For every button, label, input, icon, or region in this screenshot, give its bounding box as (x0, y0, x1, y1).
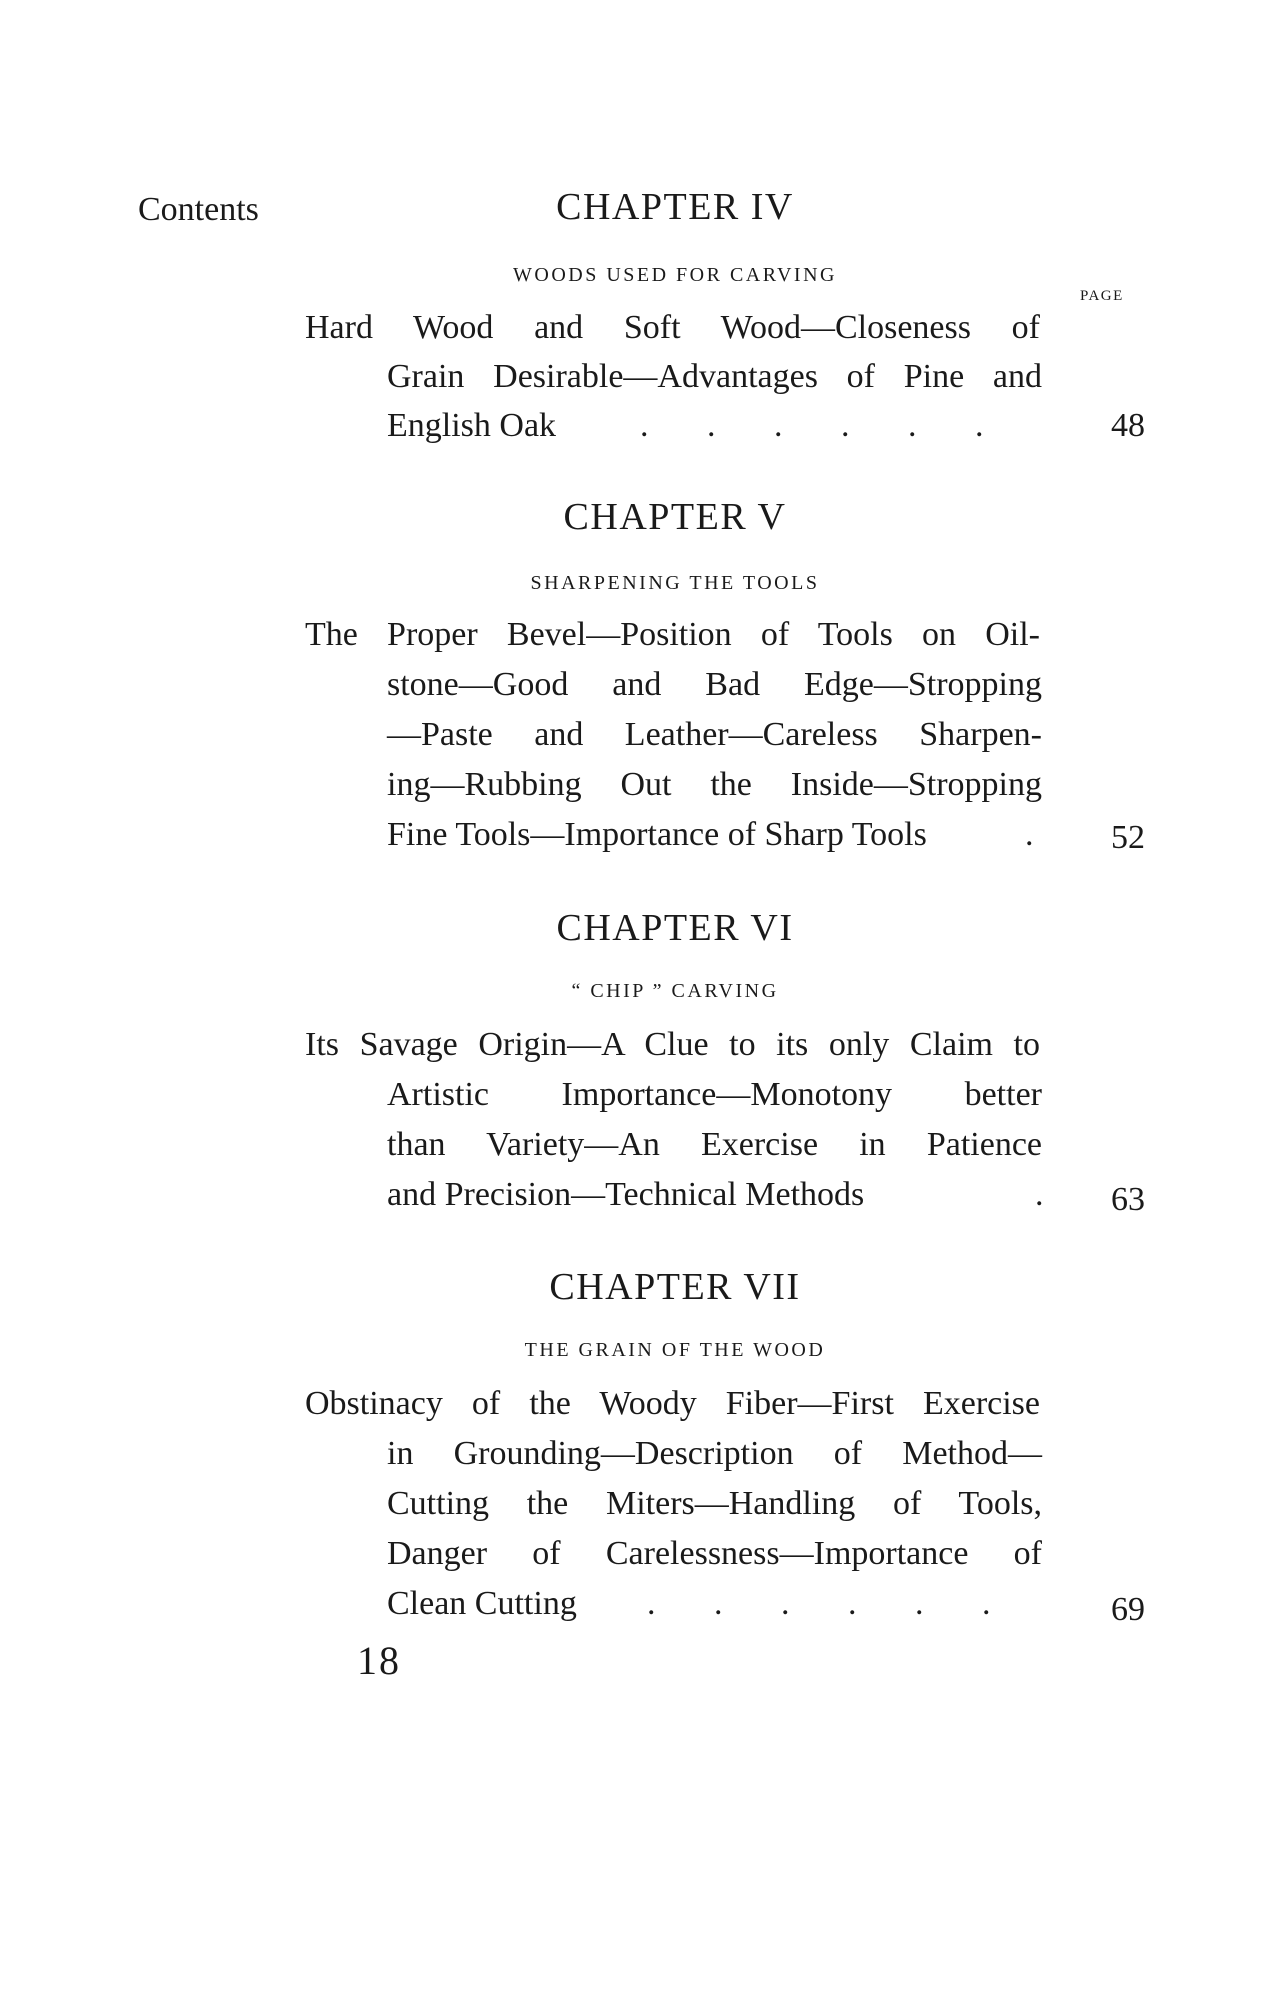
entry-line: Obstinacy of the Woody Fiber—First Exercise (305, 1385, 1040, 1422)
entry-line: than Variety—An Exercise in Patience (387, 1126, 1042, 1163)
entry-line: Clean Cutting (387, 1585, 577, 1622)
chapter-title: CHAPTER V (563, 496, 787, 538)
chapter-title: CHAPTER VI (556, 907, 794, 949)
running-head: Contents (138, 191, 259, 228)
entry-line: English Oak (387, 407, 557, 444)
dot-leader: . . . . . . (640, 407, 984, 444)
page-column-label: PAGE (1080, 288, 1124, 304)
page-number: 63 (1111, 1181, 1145, 1218)
chapter-subtitle: SHARPENING THE TOOLS (530, 572, 820, 594)
page-number: 48 (1111, 407, 1145, 444)
page-number: 52 (1111, 819, 1145, 856)
page-number: 69 (1111, 1591, 1145, 1628)
dot-leader: . (1035, 1176, 1044, 1213)
entry-line: —Paste and Leather—Careless Sharpen- (387, 716, 1042, 753)
entry-line: stone—Good and Bad Edge—Stropping (387, 666, 1042, 703)
entry-line: Fine Tools—Importance of Sharp Tools (387, 816, 927, 853)
entry-line: The Proper Bevel—Position of Tools on Oil- (305, 616, 1040, 653)
entry-line: Cutting the Miters—Handling of Tools, (387, 1485, 1042, 1522)
entry-line: and Precision—Technical Methods (387, 1176, 865, 1213)
entry-line: Danger of Carelessness—Importance of (387, 1535, 1042, 1572)
chapter-subtitle: “ CHIP ” CARVING (571, 980, 779, 1002)
chapter-subtitle: THE GRAIN OF THE WOOD (524, 1339, 826, 1361)
entry-line: Hard Wood and Soft Wood—Closeness of (305, 309, 1040, 346)
dot-leader: . . . . . . (647, 1585, 991, 1622)
entry-line: Artistic Importance—Monotony better (387, 1076, 1042, 1113)
dot-leader: . (1025, 816, 1034, 853)
entry-line: Its Savage Origin—A Clue to its only Claim to (305, 1026, 1040, 1063)
chapter-title: CHAPTER VII (549, 1266, 801, 1308)
chapter-subtitle: WOODS USED FOR CARVING (513, 264, 837, 286)
chapter-title: CHAPTER IV (556, 186, 794, 228)
entry-line: in Grounding—Description of Method— (387, 1435, 1042, 1472)
folio-page-number: 18 (357, 1638, 401, 1683)
entry-line: ing—Rubbing Out the Inside—Stropping (387, 766, 1042, 803)
entry-line: Grain Desirable—Advantages of Pine and (387, 358, 1042, 395)
